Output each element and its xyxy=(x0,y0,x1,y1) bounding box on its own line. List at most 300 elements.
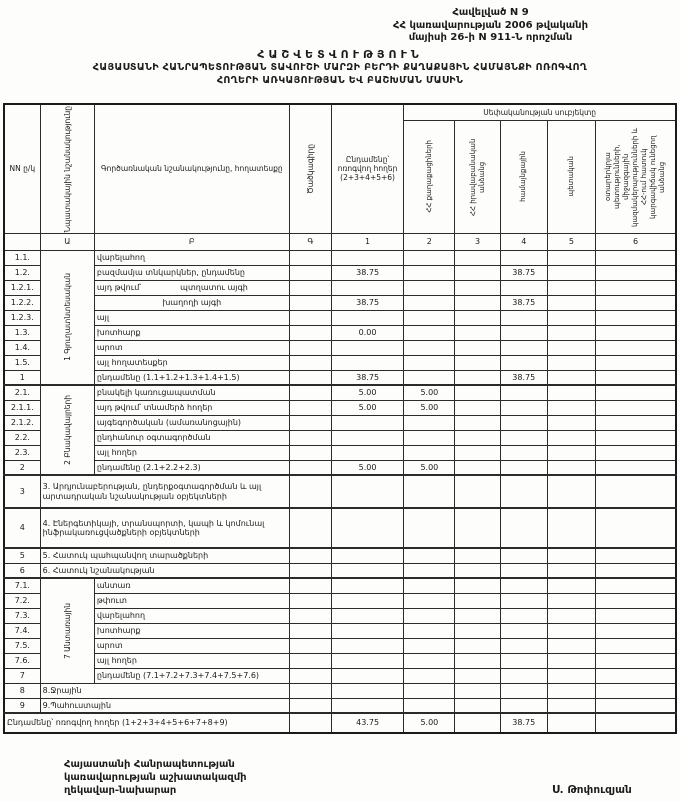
value-cell xyxy=(547,250,595,265)
value-cell xyxy=(500,415,547,430)
value-cell xyxy=(455,355,500,370)
code-cell xyxy=(289,265,331,280)
signature-name: Ս. Թոփուզյան xyxy=(552,784,632,796)
report-table-body xyxy=(4,250,676,733)
value-cell xyxy=(500,430,547,445)
col-header-purpose: Նպատակային նշանակությունը xyxy=(40,104,94,233)
code-cell xyxy=(289,400,331,415)
value-cell xyxy=(500,310,547,325)
value-cell: 5.00 xyxy=(331,385,403,400)
value-cell xyxy=(331,608,403,623)
table-row xyxy=(4,460,676,475)
value-cell xyxy=(455,593,500,608)
value-cell xyxy=(455,280,500,295)
value-cell xyxy=(500,668,547,683)
footer-block xyxy=(64,758,247,797)
value-cell xyxy=(331,563,403,578)
value-cell xyxy=(455,265,500,280)
value-cell xyxy=(500,623,547,638)
table-row xyxy=(4,265,676,280)
value-cell xyxy=(547,340,595,355)
value-cell xyxy=(596,683,676,698)
code-cell xyxy=(289,370,331,385)
value-cell xyxy=(596,638,676,653)
value-cell xyxy=(596,475,676,508)
col-header-nn: NN ը/կ xyxy=(4,104,40,233)
table-row xyxy=(4,415,676,430)
value-cell xyxy=(455,668,500,683)
value-cell xyxy=(596,340,676,355)
header-letter-row xyxy=(4,233,676,250)
value-cell xyxy=(500,475,547,508)
group-label: 2 Բնակավայրերի xyxy=(62,395,72,465)
value-cell xyxy=(596,608,676,623)
value-cell xyxy=(404,280,455,295)
row-label-cell: այդ թվում՝ տնամերձ հողեր xyxy=(94,400,289,415)
value-cell: 38.75 xyxy=(331,265,403,280)
code-cell xyxy=(289,250,331,265)
value-cell xyxy=(331,280,403,295)
value-cell xyxy=(547,310,595,325)
value-cell xyxy=(596,508,676,548)
col-header-ownership-group: Սեփականության սուբյեկտը xyxy=(404,104,676,120)
value-cell xyxy=(455,548,500,563)
row-id-cell: 7.3. xyxy=(4,608,40,623)
table-row xyxy=(4,445,676,460)
value-cell xyxy=(500,445,547,460)
row-label-cell: 4. Էներգետիկայի, տրանսպորտի, կապի և կոմունալ ինֆրակառուցվածքների օբյեկտների xyxy=(40,508,289,548)
grand-total-row xyxy=(4,713,676,733)
row-id-cell: 1.2. xyxy=(4,265,40,280)
footer-line-2: կառավարության աշխատակազմի xyxy=(64,772,247,783)
value-cell xyxy=(500,508,547,548)
value-cell xyxy=(331,578,403,593)
row-label-cell: ընդամենը (1.1+1.2+1.3+1.4+1.5) xyxy=(94,370,289,385)
value-cell xyxy=(547,370,595,385)
value-cell xyxy=(596,460,676,475)
annex-line-3: մայիսի 26-ի N 911-Ն որոշման xyxy=(408,32,573,43)
value-cell xyxy=(331,340,403,355)
value-cell xyxy=(500,280,547,295)
table-row xyxy=(4,548,676,563)
row-id-cell: 7.2. xyxy=(4,593,40,608)
group-label-cell xyxy=(40,578,94,683)
subheader-cell: 3 xyxy=(455,233,500,250)
row-label-cell: այգեգործական (ամառանոցային) xyxy=(94,415,289,430)
subheader-cell: 4 xyxy=(500,233,547,250)
value-cell: 5.00 xyxy=(404,460,455,475)
row-label-cell: այլ xyxy=(94,310,289,325)
value-cell xyxy=(547,508,595,548)
code-cell xyxy=(289,325,331,340)
value-cell xyxy=(596,415,676,430)
code-cell xyxy=(289,683,331,698)
value-cell xyxy=(547,638,595,653)
value-cell: 5.00 xyxy=(404,713,455,733)
value-cell xyxy=(331,415,403,430)
value-cell xyxy=(455,638,500,653)
row-label-cell: ընդամենը (7.1+7.2+7.3+7.4+7.5+7.6) xyxy=(94,668,289,683)
value-cell xyxy=(404,638,455,653)
row-label-cell: այլ հողատեսքեր xyxy=(94,355,289,370)
value-cell xyxy=(455,250,500,265)
row-id-cell: 1.3. xyxy=(4,325,40,340)
value-cell xyxy=(596,713,676,733)
value-cell xyxy=(331,593,403,608)
value-cell xyxy=(404,563,455,578)
code-cell xyxy=(289,295,331,310)
value-cell xyxy=(331,683,403,698)
row-id-cell: 4 xyxy=(4,508,40,548)
value-cell xyxy=(500,653,547,668)
land-report-table xyxy=(3,103,677,734)
value-cell xyxy=(596,578,676,593)
value-cell xyxy=(500,638,547,653)
row-label-cell: բազմամյա տնկարկներ, ընդամենը xyxy=(94,265,289,280)
subheader-cell: 6 xyxy=(596,233,676,250)
value-cell xyxy=(455,400,500,415)
table-row xyxy=(4,508,676,548)
value-cell xyxy=(404,265,455,280)
value-cell xyxy=(455,653,500,668)
table-row xyxy=(4,623,676,638)
value-cell xyxy=(331,430,403,445)
value-cell: 38.75 xyxy=(500,295,547,310)
footer-line-1: Հայաստանի Հանրապետության xyxy=(64,759,235,770)
row-id-cell: 1.2.1. xyxy=(4,280,40,295)
value-cell xyxy=(455,445,500,460)
value-cell xyxy=(547,355,595,370)
row-label-cell: անտառ xyxy=(94,578,289,593)
table-row xyxy=(4,638,676,653)
value-cell xyxy=(455,430,500,445)
row-id-cell: 8 xyxy=(4,683,40,698)
code-cell xyxy=(289,475,331,508)
value-cell: 38.75 xyxy=(331,295,403,310)
value-cell xyxy=(404,370,455,385)
value-cell xyxy=(455,475,500,508)
col-header-state: պետական xyxy=(547,120,595,233)
row-label-cell: խոտհարք xyxy=(94,325,289,340)
row-label-cell: 8.Ջրային xyxy=(40,683,289,698)
value-cell xyxy=(596,295,676,310)
value-cell xyxy=(404,593,455,608)
value-cell xyxy=(404,623,455,638)
value-cell xyxy=(455,460,500,475)
value-cell xyxy=(547,608,595,623)
value-cell xyxy=(500,593,547,608)
value-cell xyxy=(331,310,403,325)
value-cell xyxy=(547,548,595,563)
value-cell xyxy=(596,563,676,578)
value-cell xyxy=(331,638,403,653)
value-cell: 5.00 xyxy=(331,400,403,415)
value-cell xyxy=(455,578,500,593)
value-cell: 43.75 xyxy=(331,713,403,733)
value-cell xyxy=(596,668,676,683)
table-row xyxy=(4,430,676,445)
value-cell xyxy=(596,430,676,445)
code-cell xyxy=(289,638,331,653)
value-cell xyxy=(547,578,595,593)
value-cell xyxy=(500,400,547,415)
subheader-cell: Ա xyxy=(40,233,94,250)
table-row xyxy=(4,475,676,508)
code-cell xyxy=(289,445,331,460)
code-cell xyxy=(289,355,331,370)
value-cell: 38.75 xyxy=(500,713,547,733)
row-id-cell: 2.3. xyxy=(4,445,40,460)
value-cell xyxy=(500,340,547,355)
code-cell xyxy=(289,460,331,475)
code-cell xyxy=(289,668,331,683)
value-cell xyxy=(455,563,500,578)
row-id-cell: 1 xyxy=(4,370,40,385)
value-cell xyxy=(547,445,595,460)
row-label-cell: 9.Պահուստային xyxy=(40,698,289,713)
report-title-sub2: ՀՈՂԵՐԻ ԱՌԿԱՅՈՒԹՅԱՆ ԵՎ ԲԱՇԽՄԱՆ ՄԱՍԻՆ xyxy=(216,75,464,86)
value-cell xyxy=(596,280,676,295)
table-row xyxy=(4,250,676,265)
row-id-cell: 2.1.2. xyxy=(4,415,40,430)
value-cell xyxy=(455,340,500,355)
annex-line-1: Հավելված N 9 xyxy=(452,7,529,18)
code-cell xyxy=(289,385,331,400)
value-cell xyxy=(596,325,676,340)
value-cell xyxy=(404,430,455,445)
code-cell xyxy=(289,713,331,733)
row-id-cell: 7.5. xyxy=(4,638,40,653)
value-cell xyxy=(500,578,547,593)
subheader-cell xyxy=(4,233,40,250)
table-row xyxy=(4,563,676,578)
value-cell xyxy=(500,548,547,563)
row-id-cell: 3 xyxy=(4,475,40,508)
subheader-cell: 2 xyxy=(404,233,455,250)
value-cell xyxy=(547,430,595,445)
code-cell xyxy=(289,563,331,578)
value-cell xyxy=(331,548,403,563)
value-cell xyxy=(596,698,676,713)
row-id-cell: 9 xyxy=(4,698,40,713)
value-cell xyxy=(455,295,500,310)
value-cell xyxy=(455,623,500,638)
value-cell xyxy=(455,325,500,340)
value-cell xyxy=(404,508,455,548)
row-id-cell: 1.5. xyxy=(4,355,40,370)
value-cell xyxy=(547,295,595,310)
value-cell xyxy=(547,460,595,475)
value-cell xyxy=(547,623,595,638)
value-cell xyxy=(455,713,500,733)
row-label-cell: խոտհարք xyxy=(94,623,289,638)
report-title xyxy=(0,48,680,87)
value-cell xyxy=(455,508,500,548)
value-cell xyxy=(404,355,455,370)
value-cell xyxy=(547,280,595,295)
value-cell xyxy=(547,593,595,608)
value-cell xyxy=(331,475,403,508)
value-cell xyxy=(404,340,455,355)
value-cell xyxy=(596,310,676,325)
value-cell xyxy=(596,265,676,280)
code-cell xyxy=(289,430,331,445)
value-cell xyxy=(455,310,500,325)
value-cell xyxy=(547,475,595,508)
value-cell: 5.00 xyxy=(404,400,455,415)
row-id-cell: 1.2.3. xyxy=(4,310,40,325)
table-row xyxy=(4,295,676,310)
value-cell xyxy=(547,563,595,578)
value-cell xyxy=(596,653,676,668)
value-cell xyxy=(547,325,595,340)
value-cell xyxy=(596,250,676,265)
code-cell xyxy=(289,340,331,355)
row-id-cell: 2.1. xyxy=(4,385,40,400)
value-cell xyxy=(547,265,595,280)
value-cell xyxy=(455,415,500,430)
value-cell xyxy=(404,578,455,593)
value-cell xyxy=(596,593,676,608)
subheader-cell: 1 xyxy=(331,233,403,250)
row-label-cell: 6. Հատուկ նշանակության xyxy=(40,563,289,578)
table-row xyxy=(4,698,676,713)
row-label-cell: այլ հողեր xyxy=(94,653,289,668)
table-row xyxy=(4,593,676,608)
row-label-cell: վարելահող xyxy=(94,250,289,265)
row-label: պտղատու այգի xyxy=(180,282,248,292)
group-label-cell xyxy=(40,250,94,385)
value-cell xyxy=(404,475,455,508)
table-row xyxy=(4,578,676,593)
value-cell xyxy=(596,445,676,460)
row-label-cell: թփուտ xyxy=(94,593,289,608)
value-cell: 0.00 xyxy=(331,325,403,340)
subheader-cell: Բ xyxy=(94,233,289,250)
value-cell xyxy=(596,355,676,370)
value-cell xyxy=(596,548,676,563)
value-cell xyxy=(547,683,595,698)
value-cell xyxy=(331,445,403,460)
value-cell xyxy=(331,508,403,548)
value-cell xyxy=(404,415,455,430)
value-cell xyxy=(404,310,455,325)
value-cell xyxy=(500,460,547,475)
row-label-cell: բնակելի կառուցապատման xyxy=(94,385,289,400)
value-cell xyxy=(596,370,676,385)
value-cell xyxy=(547,698,595,713)
value-cell xyxy=(455,608,500,623)
value-cell: 38.75 xyxy=(500,265,547,280)
value-cell xyxy=(547,653,595,668)
value-cell xyxy=(596,400,676,415)
row-label-cell: արոտ xyxy=(94,340,289,355)
value-cell xyxy=(404,445,455,460)
value-cell xyxy=(404,698,455,713)
row-label-cell: 5. Հատուկ պահպանվող տարածքների xyxy=(40,548,289,563)
value-cell xyxy=(500,355,547,370)
table-row xyxy=(4,370,676,385)
value-cell xyxy=(500,325,547,340)
row-id-cell: 7.1. xyxy=(4,578,40,593)
col-header-total: Ընդամենը՝ ոռոգվող հողեր (2+3+4+5+6) xyxy=(331,104,403,233)
code-cell xyxy=(289,608,331,623)
row-label-cell: վարելահող xyxy=(94,608,289,623)
value-cell xyxy=(500,683,547,698)
value-cell xyxy=(547,385,595,400)
row-label-cell: արոտ xyxy=(94,638,289,653)
value-cell xyxy=(331,653,403,668)
code-cell xyxy=(289,280,331,295)
col-header-community: համայնքային xyxy=(500,120,547,233)
group-label: 1 Գյուղատնտեսական xyxy=(62,273,72,362)
table-row xyxy=(4,310,676,325)
code-cell xyxy=(289,698,331,713)
group-label: 7 Անտառային xyxy=(62,602,72,659)
table-row xyxy=(4,608,676,623)
report-title-sub1: ՀԱՅԱՍՏԱՆԻ ՀԱՆՐԱՊԵՏՈՒԹՅԱՆ ՏԱՎՈՒՇԻ ՄԱՐԶԻ ԲԵՐԴԻ ՔԱՂԱՔԱՅԻՆ ՀԱՄԱՅՆՔԻ ՈՌՈԳՎՈՂ xyxy=(92,62,588,73)
row-id-cell: 7.6. xyxy=(4,653,40,668)
value-cell xyxy=(500,385,547,400)
row-id-cell: 1.2.2. xyxy=(4,295,40,310)
value-cell xyxy=(331,250,403,265)
row-label-cell: ընդամենը (2.1+2.2+2.3) xyxy=(94,460,289,475)
value-cell xyxy=(404,608,455,623)
row-id-cell: 2 xyxy=(4,460,40,475)
code-cell xyxy=(289,548,331,563)
code-cell xyxy=(289,578,331,593)
code-cell xyxy=(289,415,331,430)
value-cell xyxy=(455,698,500,713)
row-label-cell: 3. Արդյունաբերության, ընդերքօգտագործման և այլ արտադրական նշանակության օբյեկտների xyxy=(40,475,289,508)
value-cell xyxy=(404,668,455,683)
table-row xyxy=(4,653,676,668)
row-id-cell: 2.2. xyxy=(4,430,40,445)
value-cell xyxy=(331,668,403,683)
row-id-cell: 5 xyxy=(4,548,40,563)
row-label-cell: այլ հողեր xyxy=(94,445,289,460)
row-id-cell: 1.1. xyxy=(4,250,40,265)
code-cell xyxy=(289,623,331,638)
row-label-cell: խաղողի այգի xyxy=(94,295,289,310)
value-cell xyxy=(331,355,403,370)
header-group-row xyxy=(4,104,676,120)
table-row xyxy=(4,280,676,295)
value-cell xyxy=(455,385,500,400)
value-cell: 38.75 xyxy=(500,370,547,385)
row-id-cell: 1.4. xyxy=(4,340,40,355)
value-cell xyxy=(404,653,455,668)
annex-line-2: ՀՀ կառավարության 2006 թվականի xyxy=(392,19,589,31)
table-row xyxy=(4,683,676,698)
value-cell xyxy=(455,370,500,385)
col-header-code: Ծածկագիրը xyxy=(289,104,331,233)
value-cell xyxy=(404,295,455,310)
row-label-cell xyxy=(94,280,289,295)
table-row xyxy=(4,325,676,340)
value-cell xyxy=(547,668,595,683)
value-cell xyxy=(331,623,403,638)
code-cell xyxy=(289,653,331,668)
value-cell xyxy=(596,623,676,638)
row-id-cell: 2.1.1. xyxy=(4,400,40,415)
annex-note xyxy=(368,7,613,45)
subheader-cell: Գ xyxy=(289,233,331,250)
value-cell xyxy=(500,698,547,713)
footer-line-3: ղեկավար-նախարար xyxy=(64,785,177,796)
code-cell xyxy=(289,310,331,325)
value-cell xyxy=(455,683,500,698)
